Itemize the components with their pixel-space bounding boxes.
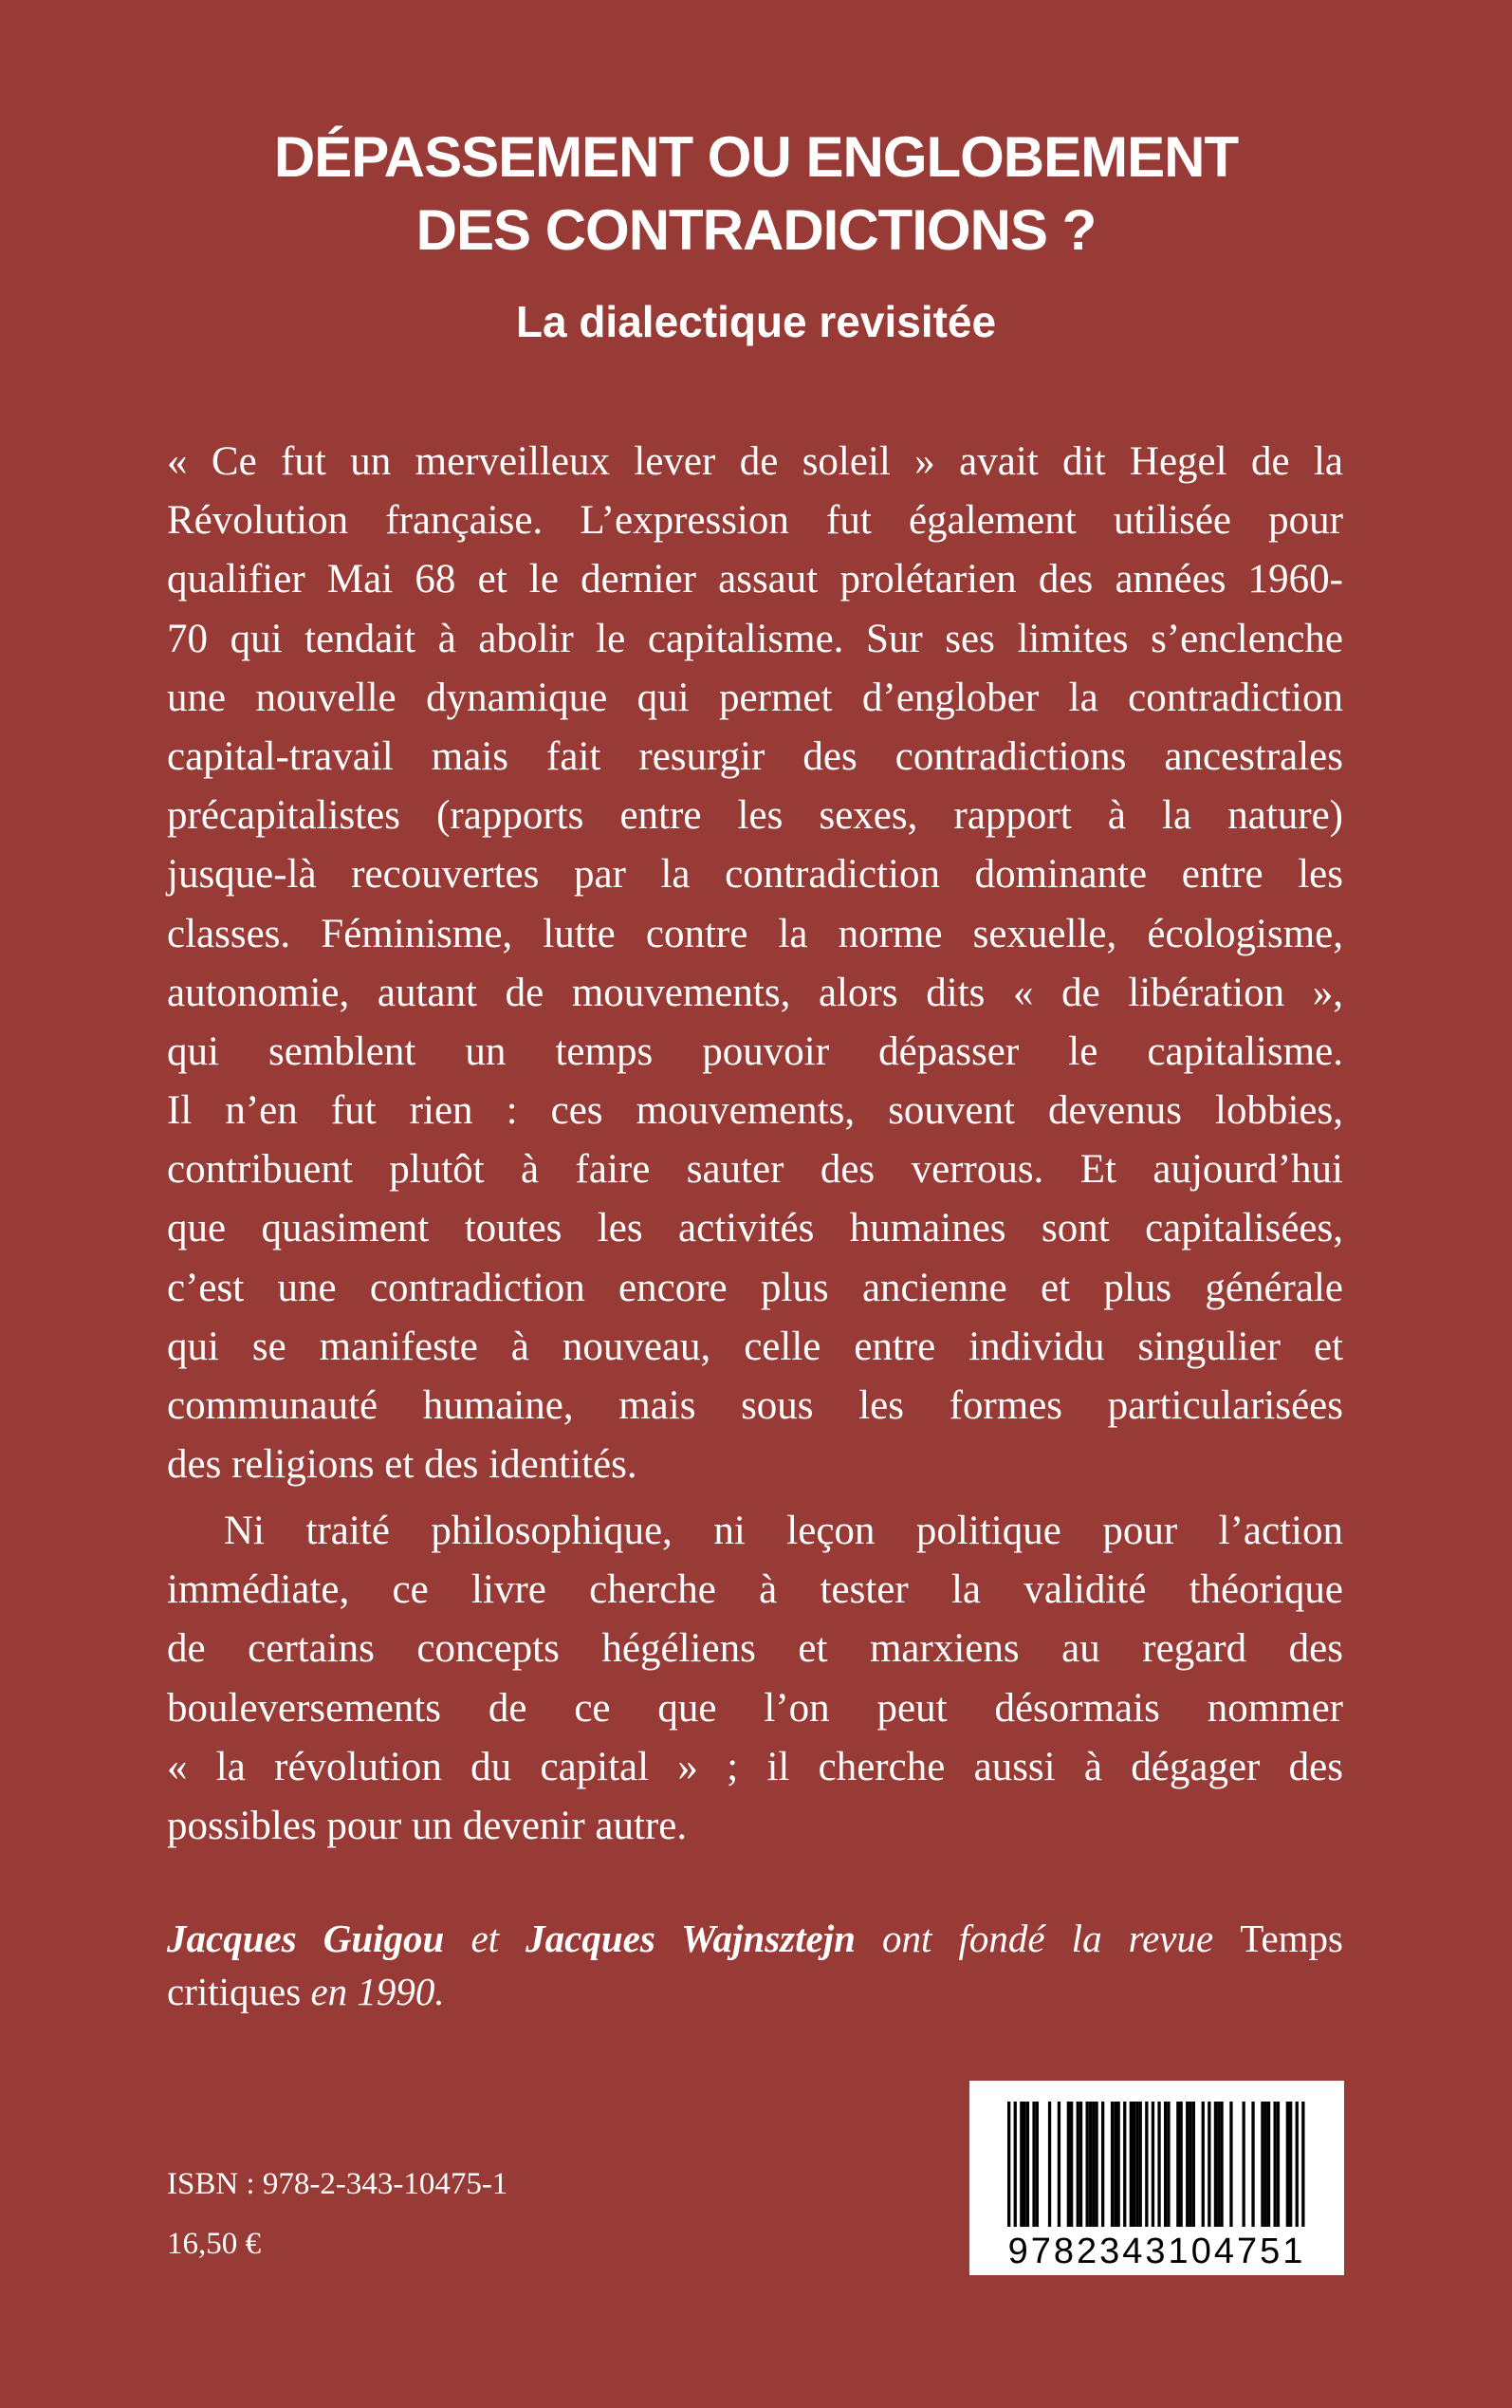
barcode-bar	[1267, 2102, 1270, 2227]
barcode-bar	[1058, 2102, 1060, 2227]
author-note-text: ont fondé la revue	[855, 1917, 1241, 1960]
blurb-paragraph-1	[167, 433, 1343, 1494]
journal-name: critiques	[167, 1970, 302, 2013]
blurb-line: contribuent plutôt à faire sauter des verrous. Et aujourd’hui	[167, 1147, 1343, 1193]
blurb-line: qui semblent un temps pouvoir dépasser le capitalisme.	[167, 1028, 1343, 1074]
author-note-line-2	[167, 1965, 1343, 2018]
barcode-bar	[1261, 2102, 1263, 2227]
title-line-2: DES CONTRADICTIONS ?	[415, 198, 1097, 262]
barcode-bar	[1167, 2102, 1170, 2227]
blurb-paragraph-2	[167, 1502, 1343, 1856]
barcode-bar	[1014, 2102, 1017, 2227]
barcode-bar	[1180, 2102, 1183, 2227]
barcode-bar	[1135, 2102, 1138, 2227]
blurb-line: immédiate, ce livre cherche à tester la validité théorique	[167, 1567, 1343, 1613]
barcode-bar	[1117, 2102, 1120, 2227]
barcode-bar	[1032, 2102, 1035, 2227]
barcode-bar	[1202, 2102, 1205, 2227]
blurb-line: jusque-là recouvertes par la contradiction dominante entre les	[167, 852, 1343, 898]
barcode-bar	[1026, 2102, 1029, 2227]
barcode-bar	[1077, 2102, 1079, 2227]
barcode-bar	[1186, 2102, 1189, 2227]
barcode-bar	[1229, 2102, 1232, 2227]
blurb-line: 70 qui tendait à abolir le capitalisme. Sur ses limites s’enclenche	[167, 616, 1343, 661]
barcode-bar	[1157, 2102, 1160, 2227]
barcode	[969, 2081, 1344, 2275]
barcode-bar	[1264, 2102, 1267, 2227]
author-name: Jacques Wajnsztejn	[526, 1917, 856, 1960]
blurb-line: communauté humaine, mais sous les formes particularisées	[167, 1383, 1343, 1428]
subtitle: La dialectique revisitée	[515, 297, 997, 346]
barcode-bar	[1152, 2102, 1154, 2227]
blurb-line: bouleversements de ce que l’on peut désormais nommer	[167, 1685, 1343, 1731]
barcode-bar	[1089, 2102, 1092, 2227]
blurb-line: classes. Féminisme, lutte contre la norme sexuelle, écologisme,	[167, 911, 1343, 956]
blurb-line: autonomie, autant de mouvements, alors dits « de libération »,	[167, 970, 1343, 1015]
barcode-bar	[1220, 2102, 1223, 2227]
blurb-line: possibles pour un devenir autre.	[167, 1803, 688, 1848]
barcode-bar	[1111, 2102, 1114, 2227]
title-line-1: DÉPASSEMENT OU ENGLOBEMENT	[273, 125, 1239, 189]
blurb-line: « la révolution du capital » ; il cherche aussi à dégager des	[167, 1744, 1343, 1789]
barcode-bar	[1070, 2102, 1073, 2227]
blurb-line: qualifier Mai 68 et le dernier assaut prolétarien des années 1960-	[167, 557, 1343, 602]
blurb-line: précapitalistes (rapports entre les sexes, rapport à la nature)	[167, 793, 1343, 839]
barcode-bar	[1189, 2102, 1191, 2227]
barcode-bar	[1289, 2102, 1292, 2227]
barcode-bar	[1286, 2102, 1289, 2227]
journal-name: Temps	[1240, 1917, 1344, 1960]
barcode-bar	[1277, 2102, 1280, 2227]
barcode-bar	[1130, 2102, 1133, 2227]
barcode-bar	[1176, 2102, 1179, 2227]
barcode-digits: 9782343104751	[1007, 2232, 1306, 2271]
barcode-bar	[1301, 2102, 1304, 2227]
barcode-bars	[969, 2081, 1344, 2232]
barcode-bar	[1274, 2102, 1277, 2227]
barcode-bar	[1217, 2102, 1220, 2227]
blurb-line: des religions et des identités.	[167, 1442, 637, 1488]
barcode-bar	[1048, 2102, 1051, 2227]
barcode-bar	[1036, 2102, 1039, 2227]
barcode-bar	[1067, 2102, 1070, 2227]
barcode-bar	[1133, 2102, 1135, 2227]
author-note	[167, 1912, 1343, 2018]
blurb-line: Révolution française. L’expression fut également utilisée pour	[167, 498, 1343, 544]
author-name: Jacques Guigou	[167, 1917, 445, 1960]
blurb-line: capital-travail mais fait resurgir des contradictions ancestrales	[167, 733, 1343, 779]
author-note-line-1	[167, 1912, 1343, 1965]
barcode-bar	[1208, 2102, 1210, 2227]
blurb-line: que quasiment toutes les activités humaines sont capitalisées,	[167, 1206, 1343, 1251]
barcode-bar	[1114, 2102, 1116, 2227]
barcode-bar	[1243, 2102, 1245, 2227]
author-note-text: et	[444, 1917, 526, 1960]
blurb-line: qui se manifeste à nouveau, celle entre individu singulier et	[167, 1324, 1343, 1369]
barcode-bar	[1101, 2102, 1104, 2227]
barcode-bar	[1145, 2102, 1148, 2227]
blurb-line: « Ce fut un merveilleux lever de soleil » avait dit Hegel de la	[167, 439, 1343, 484]
barcode-bar	[1095, 2102, 1097, 2227]
blurb-line: une nouvelle dynamique qui permet d’englober la contradiction	[167, 675, 1343, 720]
barcode-bar	[1020, 2102, 1023, 2227]
barcode-bar	[1092, 2102, 1095, 2227]
barcode-bar	[1079, 2102, 1082, 2227]
barcode-bar	[1296, 2102, 1299, 2227]
barcode-bar	[1086, 2102, 1089, 2227]
blurb-line: de certains concepts hégéliens et marxiens au regard des	[167, 1626, 1343, 1672]
barcode-bar	[1139, 2102, 1142, 2227]
blurb-line: c’est une contradiction encore plus ancienne et plus générale	[167, 1265, 1343, 1310]
barcode-bar	[1251, 2102, 1254, 2227]
isbn: ISBN : 978-2-343-10475-1	[167, 2167, 508, 2201]
barcode-bar	[1192, 2102, 1195, 2227]
barcode-bar	[1123, 2102, 1126, 2227]
blurb-line: Ni traité philosophique, ni leçon politique pour l’action	[224, 1509, 1343, 1553]
author-note-text: en 1990.	[301, 1970, 445, 2013]
barcode-bar	[1214, 2102, 1217, 2227]
blurb-line: Il n’en fut rien : ces mouvements, souvent devenus lobbies,	[167, 1088, 1343, 1134]
price: 16,50 €	[167, 2227, 261, 2261]
barcode-bar	[1023, 2102, 1026, 2227]
barcode-bar	[1007, 2102, 1010, 2227]
barcode-bar	[1164, 2102, 1167, 2227]
